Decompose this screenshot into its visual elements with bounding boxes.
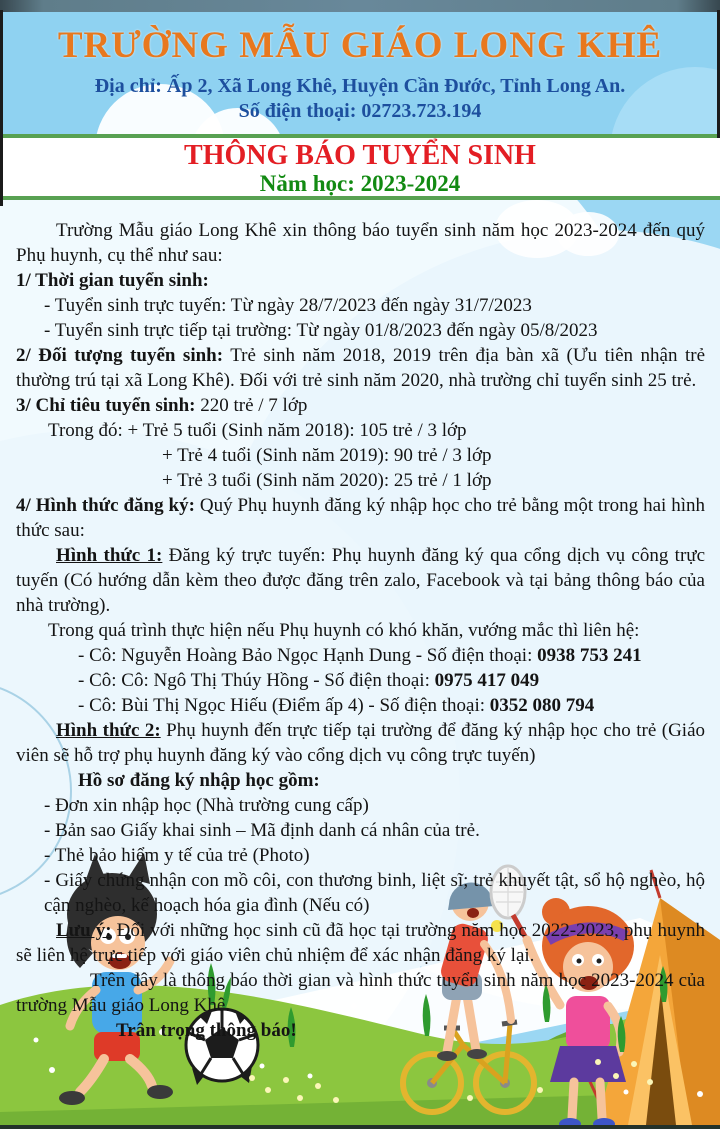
paragraph: Hình thức 1: Đăng ký trực tuyến: Phụ huynh đăng ký qua cổng dịch vụ công trực tuyến (Có hướng dẫn kèm theo được đăng trên zalo, Facebook và tại bảng thông báo của nhà trường).	[16, 545, 705, 616]
header	[0, 12, 720, 134]
paragraph: - Giấy chứng nhận con mồ côi, con thương binh, liệt sĩ; trẻ khuyết tật, sổ hộ nghèo, hộ cận nghèo, kế hoạch hóa gia đình (Nếu có)	[44, 870, 705, 916]
left-edge-border	[0, 10, 3, 206]
body-area	[0, 200, 720, 1129]
paragraph: 4/ Hình thức đăng ký: Quý Phụ huynh đăng ký nhập học cho trẻ bằng một trong hai hình thức sau:	[16, 495, 705, 541]
paragraph: + Trẻ 3 tuổi (Sinh năm 2020): 25 trẻ / 1 lớp	[162, 470, 492, 491]
paragraph: Trường Mẫu giáo Long Khê xin thông báo tuyển sinh năm học 2023-2024 đến quý Phụ huynh, cụ thể như sau:	[16, 220, 705, 266]
paragraph: Trong quá trình thực hiện nếu Phụ huynh có khó khăn, vướng mắc thì liên hệ:	[48, 620, 640, 641]
paragraph: - Đơn xin nhập học (Nhà trường cung cấp)	[44, 795, 369, 816]
school-address: Địa chỉ: Ấp 2, Xã Long Khê, Huyện Cần Đước, Tỉnh Long An.	[94, 75, 626, 97]
school-phone: Số điện thoại: 02723.723.194	[238, 100, 482, 122]
paragraph: - Tuyển sinh trực tuyến: Từ ngày 28/7/2023 đến ngày 31/7/2023	[44, 295, 532, 316]
body-paragraphs	[16, 218, 705, 1043]
announcement-banner	[0, 138, 720, 196]
announcement-title: THÔNG BÁO TUYỂN SINH	[184, 140, 536, 171]
paragraph: 3/ Chỉ tiêu tuyển sinh: 220 trẻ / 7 lớp	[16, 395, 308, 416]
top-border-bar	[0, 0, 720, 12]
paragraph: 1/ Thời gian tuyển sinh:	[16, 270, 209, 291]
paragraph: 2/ Đối tượng tuyển sinh: Trẻ sinh năm 2018, 2019 trên địa bàn xã (Ưu tiên nhận trẻ thường trú tại xã Long Khê). Đối với trẻ sinh năm 2020, nhà trường chỉ tuyển sinh 25 trẻ.	[16, 345, 705, 391]
paragraph: - Cô: Nguyễn Hoàng Bảo Ngọc Hạnh Dung - Số điện thoại: 0938 753 241	[78, 645, 642, 666]
paragraph: Trong đó: + Trẻ 5 tuổi (Sinh năm 2018): 105 trẻ / 3 lớp	[48, 420, 467, 441]
school-year: Năm học: 2023-2024	[259, 171, 461, 196]
paragraph: - Thẻ bảo hiểm y tế của trẻ (Photo)	[44, 845, 310, 866]
green-divider	[0, 134, 720, 138]
bottom-border-bar	[0, 1125, 720, 1129]
paragraph: + Trẻ 4 tuổi (Sinh năm 2019): 90 trẻ / 3 lớp	[162, 445, 492, 466]
paragraph: Lưu ý: Đối với những học sinh cũ đã học tại trường năm học 2022-2023, phụ huynh sẽ liên hệ trực tiếp với giáo viên chủ nhiệm để xác nhận đăng ký lại.	[16, 920, 706, 966]
paragraph: - Cô: Bùi Thị Ngọc Hiếu (Điểm ấp 4) - Số điện thoại: 0352 080 794	[78, 695, 595, 716]
green-divider	[0, 196, 720, 200]
paragraph: Trân trọng thông báo!	[116, 1020, 297, 1041]
paragraph: - Bản sao Giấy khai sinh – Mã định danh cá nhân của trẻ.	[44, 820, 480, 841]
paragraph: Hình thức 2: Phụ huynh đến trực tiếp tại trường để đăng ký nhập học cho trẻ (Giáo viên sẽ hỗ trợ phụ huynh đăng ký vào cổng dịch vụ công trực tuyến)	[16, 720, 706, 766]
school-name: TRƯỜNG MẪU GIÁO LONG KHÊ	[57, 25, 663, 66]
paragraph: Hồ sơ đăng ký nhập học gồm:	[78, 770, 320, 791]
paragraph: - Cô: Cô: Ngô Thị Thúy Hồng - Số điện thoại: 0975 417 049	[78, 670, 540, 691]
paragraph: Trên đây là thông báo thời gian và hình thức tuyển sinh năm học 2023-2024 của trường Mẫu giáo Long Khê.	[16, 970, 705, 1016]
paragraph: - Tuyển sinh trực tiếp tại trường: Từ ngày 01/8/2023 đến ngày 05/8/2023	[44, 320, 598, 341]
